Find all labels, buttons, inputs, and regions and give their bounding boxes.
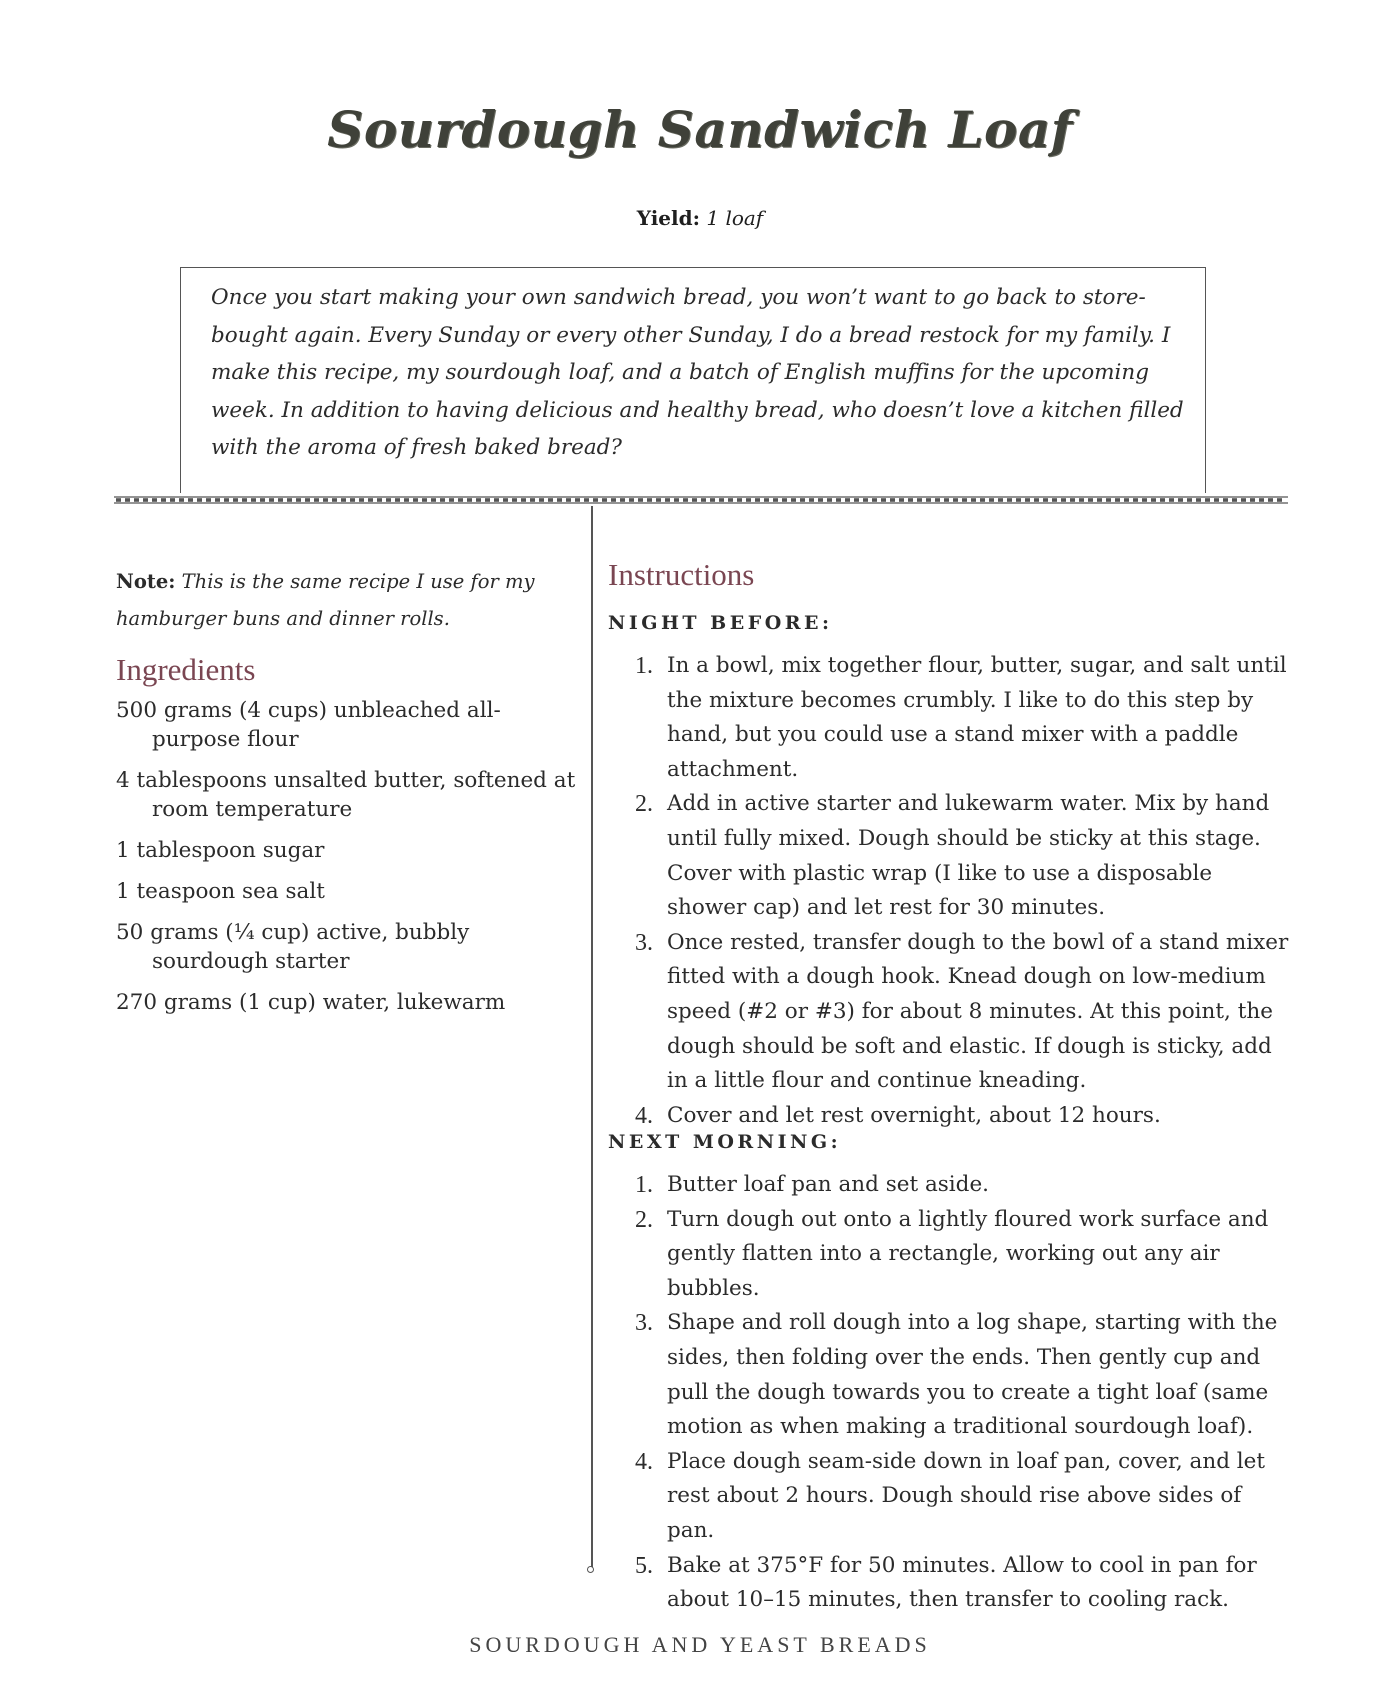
stitch-mark [494, 498, 499, 502]
stitch-mark [1043, 498, 1048, 502]
column-divider [591, 506, 593, 1568]
stitch-mark [791, 498, 796, 502]
stitch-mark [1115, 498, 1120, 502]
stitch-mark [530, 498, 535, 502]
stitch-mark [368, 498, 373, 502]
stitch-mark [1142, 498, 1147, 502]
ingredient-item: 1 teaspoon sea salt [116, 879, 325, 904]
step-item [635, 1445, 1295, 1549]
stitch-mark [872, 498, 877, 502]
stitch-mark [251, 498, 256, 502]
stitch-mark [881, 498, 886, 502]
stitch-mark [782, 498, 787, 502]
stitch-mark [467, 498, 472, 502]
stitch-mark [161, 498, 166, 502]
stitch-mark [1025, 498, 1030, 502]
yield-line [0, 206, 1400, 230]
stitch-mark [1007, 498, 1012, 502]
stitch-mark [521, 498, 526, 502]
step-item [635, 1203, 1295, 1307]
step-text: Butter loaf pan and set aside. [667, 1172, 989, 1197]
stitch-mark [980, 498, 985, 502]
stitch-mark [314, 498, 319, 502]
night-before-label: NIGHT BEFORE: [608, 612, 833, 634]
stitch-mark [179, 498, 184, 502]
stitch-mark [656, 498, 661, 502]
recipe-note [116, 563, 556, 637]
ingredient-item: 270 grams (1 cup) water, lukewarm [116, 990, 506, 1015]
step-number: 2. [635, 791, 653, 818]
stitch-mark [593, 498, 598, 502]
stitch-mark [620, 498, 625, 502]
stitch-mark [323, 498, 328, 502]
stitch-mark [701, 498, 706, 502]
step-text: Add in active starter and lukewarm water. Mix by hand until fully mixed. Dough should be sticky at this stage. Cover with plastic wrap (I like to use a disposable shower cap) and let rest for 30 minutes. [667, 791, 1270, 921]
stitch-mark [602, 498, 607, 502]
stitch-mark [764, 498, 769, 502]
stitch-mark [809, 498, 814, 502]
step-number: 2. [635, 1206, 653, 1233]
stitch-mark [1133, 498, 1138, 502]
stitch-mark [1079, 498, 1084, 502]
stitch-mark [611, 498, 616, 502]
ingredients-list [116, 696, 586, 1029]
stitch-mark [305, 498, 310, 502]
stitch-mark [1160, 498, 1165, 502]
stitch-mark [548, 498, 553, 502]
stitch-mark [566, 498, 571, 502]
stitch-mark [836, 498, 841, 502]
stitch-mark [125, 498, 130, 502]
stitch-mark [206, 498, 211, 502]
step-item [635, 926, 1295, 1099]
column-divider-end [587, 1566, 594, 1573]
stitch-mark [485, 498, 490, 502]
stitch-mark [1097, 498, 1102, 502]
night-before-steps [635, 649, 1295, 1133]
stitch-mark [557, 498, 562, 502]
step-text: In a bowl, mix together flour, butter, sugar, and salt until the mixture becomes crumbly. I like to do this step by hand, but you could use a stand mixer with a paddle attachment. [667, 653, 1287, 782]
stitch-mark [917, 498, 922, 502]
stitch-mark [404, 498, 409, 502]
step-number: 5. [635, 1552, 653, 1579]
stitch-mark [1052, 498, 1057, 502]
step-number: 4. [635, 1448, 653, 1475]
step-number: 1. [635, 1172, 653, 1198]
step-text: Once rested, transfer dough to the bowl of a stand mixer fitted with a dough hook. Knead dough on low-medium speed (#2 or #3) for about 8 minutes. At this point, the dough should be soft and elastic. If dough is sticky, add in a little flour and continue kneading. [667, 929, 1289, 1094]
recipe-title: Sourdough Sandwich Loaf [327, 100, 1073, 159]
stitch-mark [476, 498, 481, 502]
stitch-mark [188, 498, 193, 502]
stitch-mark [1016, 498, 1021, 502]
stitch-mark [1277, 498, 1282, 502]
stitch-mark [386, 498, 391, 502]
stitch-mark [152, 498, 157, 502]
ingredients-heading: Ingredients [116, 652, 256, 687]
stitch-mark [710, 498, 715, 502]
stitch-mark [512, 498, 517, 502]
stitch-mark [1268, 498, 1273, 502]
stitch-mark [1223, 498, 1228, 502]
step-item [635, 787, 1295, 925]
stitch-mark [341, 498, 346, 502]
stitch-mark [1232, 498, 1237, 502]
stitch-mark [890, 498, 895, 502]
stitch-mark [845, 498, 850, 502]
stitch-mark [1034, 498, 1039, 502]
stitch-mark [827, 498, 832, 502]
stitch-mark [260, 498, 265, 502]
stitch-mark [629, 498, 634, 502]
stitch-mark [224, 498, 229, 502]
stitch-mark [431, 498, 436, 502]
ingredient-item: 1 tablespoon sugar [116, 838, 325, 863]
stitch-mark [197, 498, 202, 502]
stitch-mark [719, 498, 724, 502]
stitch-mark [1106, 498, 1111, 502]
stitch-mark [935, 498, 940, 502]
stitch-mark [242, 498, 247, 502]
stitch-mark [116, 498, 121, 502]
stitch-mark [584, 498, 589, 502]
stitch-mark [458, 498, 463, 502]
stitch-mark [728, 498, 733, 502]
stitch-mark [1214, 498, 1219, 502]
stitch-mark [278, 498, 283, 502]
stitch-mark [449, 498, 454, 502]
stitch-mark [1205, 498, 1210, 502]
note-label: Note: [116, 570, 176, 593]
stitch-mark [1061, 498, 1066, 502]
stitch-mark [539, 498, 544, 502]
stitch-mark [143, 498, 148, 502]
stitch-mark [926, 498, 931, 502]
stitch-mark [134, 498, 139, 502]
stitch-mark [971, 498, 976, 502]
stitch-mark [332, 498, 337, 502]
stitch-mark [1259, 498, 1264, 502]
stitch-mark [737, 498, 742, 502]
yield-label: Yield: [636, 206, 700, 230]
step-item [635, 1168, 1295, 1203]
stitch-mark [998, 498, 1003, 502]
stitch-mark [665, 498, 670, 502]
stitch-mark [692, 498, 697, 502]
step-number: 1. [635, 653, 653, 679]
step-item [635, 1306, 1295, 1444]
stitch-mark [755, 498, 760, 502]
ingredient-item: 500 grams (4 cups) unbleached all-purpose flour [116, 698, 501, 752]
stitch-mark [674, 498, 679, 502]
stitch-mark [269, 498, 274, 502]
stitch-mark [215, 498, 220, 502]
stitch-mark [638, 498, 643, 502]
section-footer: SOURDOUGH AND YEAST BREADS [469, 1632, 931, 1657]
yield-value: 1 loaf [706, 206, 764, 230]
next-morning-steps [635, 1168, 1295, 1618]
stitch-mark [1151, 498, 1156, 502]
step-text: Bake at 375°F for 50 minutes. Allow to cool in pan for about 10–15 minutes, then transfer to cooling rack. [667, 1552, 1257, 1613]
stitch-mark [899, 498, 904, 502]
instructions-heading: Instructions [608, 557, 755, 592]
note-text: This is the same recipe I use for my hamburger buns and dinner rolls. [116, 570, 535, 630]
stitch-mark [818, 498, 823, 502]
stitch-mark [1070, 498, 1075, 502]
stitch-mark [422, 498, 427, 502]
stitch-mark [746, 498, 751, 502]
step-text: Cover and let rest overnight, about 12 hours. [667, 1102, 1161, 1128]
stitch-mark [854, 498, 859, 502]
stitch-mark [773, 498, 778, 502]
stitch-mark [296, 498, 301, 502]
step-text: Turn dough out onto a lightly floured work surface and gently flatten into a rectangle, working out any air bubbles. [667, 1206, 1269, 1301]
stitch-mark [350, 498, 355, 502]
stitch-mark [377, 498, 382, 502]
stitch-mark [503, 498, 508, 502]
stitch-mark [908, 498, 913, 502]
stitch-mark [1124, 498, 1129, 502]
stitch-mark [944, 498, 949, 502]
step-text: Shape and roll dough into a log shape, starting with the sides, then folding over the ends. Then gently cup and pull the dough towards you to create a tight loaf (same motion as when making a traditional sourdough loaf). [667, 1310, 1278, 1440]
ingredient-item: 4 tablespoons unsalted butter, softened at room temperature [116, 768, 576, 822]
step-item [635, 649, 1295, 787]
stitched-divider [114, 496, 1288, 504]
stitch-mark [1250, 498, 1255, 502]
step-number: 4. [635, 1102, 653, 1129]
stitch-mark [800, 498, 805, 502]
step-item [635, 1549, 1295, 1618]
stitch-mark [1196, 498, 1201, 502]
stitch-mark [1241, 498, 1246, 502]
stitch-mark [287, 498, 292, 502]
stitch-mark [395, 498, 400, 502]
stitch-mark [1187, 498, 1192, 502]
stitch-mark [962, 498, 967, 502]
stitch-mark [170, 498, 175, 502]
stitch-mark [575, 498, 580, 502]
step-text: Place dough seam-side down in loaf pan, cover, and let rest about 2 hours. Dough should rise above sides of pan. [667, 1448, 1266, 1543]
stitch-mark [1088, 498, 1093, 502]
stitch-mark [359, 498, 364, 502]
stitch-mark [953, 498, 958, 502]
ingredient-item: 50 grams (¼ cup) active, bubbly sourdough starter [116, 920, 470, 974]
next-morning-label: NEXT MORNING: [608, 1131, 842, 1153]
stitch-mark [863, 498, 868, 502]
stitch-mark [647, 498, 652, 502]
stitch-mark [1178, 498, 1183, 502]
stitch-mark [233, 498, 238, 502]
stitch-mark [683, 498, 688, 502]
stitch-mark [1169, 498, 1174, 502]
stitch-mark [413, 498, 418, 502]
stitch-mark [440, 498, 445, 502]
step-number: 3. [635, 1310, 653, 1337]
stitch-mark [989, 498, 994, 502]
intro-text: Once you start making your own sandwich bread, you won’t want to go back to store-bought again. Every Sunday or every other Sunday, I do a bread restock for my family. I make this recipe, my sourdough loaf, and a batch of English muffins for the upcoming week. In addition to having delicious and healthy bread, who doesn’t love a kitchen filled with the aroma of fresh baked bread? [211, 285, 1184, 460]
step-number: 3. [635, 929, 653, 956]
step-item [635, 1099, 1295, 1134]
